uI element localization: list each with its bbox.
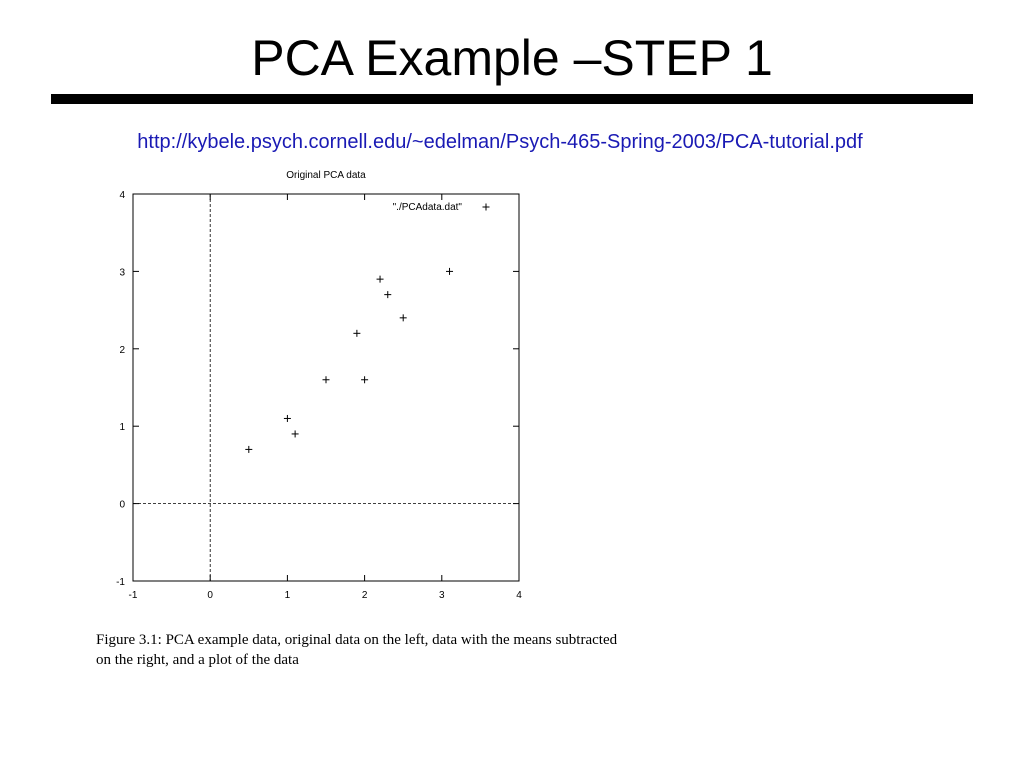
- y-tick-label: 3: [119, 267, 125, 279]
- chart-title: Original PCA data: [286, 170, 366, 181]
- legend-marker: [483, 204, 490, 211]
- x-tick-label: 4: [516, 590, 522, 601]
- y-tick-label: 0: [119, 499, 125, 511]
- axis-tick-labels: [116, 190, 522, 601]
- data-point: [384, 291, 391, 298]
- data-point: [292, 430, 299, 437]
- data-point: [377, 276, 384, 283]
- data-point: [353, 330, 360, 337]
- legend-marker-plus: [483, 204, 490, 211]
- x-tick-label: 3: [439, 590, 445, 601]
- x-tick-label: 2: [361, 590, 368, 601]
- slide-title: PCA Example –STEP 1: [251, 30, 773, 86]
- x-tick-label: -1: [128, 590, 138, 601]
- data-point: [446, 268, 453, 275]
- source-link[interactable]: http://kybele.psych.cornell.edu/~edelman/Psych-465-Spring-2003/PCA-tutorial.pdf: [137, 131, 863, 153]
- x-tick-label: 1: [284, 590, 291, 601]
- data-points: [245, 268, 453, 453]
- data-point: [361, 376, 368, 383]
- data-point: [284, 415, 291, 422]
- data-point: [400, 314, 407, 321]
- data-point: [323, 376, 330, 383]
- figure-caption: [96, 630, 736, 670]
- caption-line-1: Figure 3.1: PCA example data, original data on the left, data with the means subtracted: [96, 632, 618, 648]
- x-tick-label: 0: [207, 590, 213, 601]
- legend-label: "./PCAdata.dat": [392, 202, 462, 213]
- caption-line-2: on the right, and a plot of the data: [96, 652, 299, 668]
- axis-ticks: [133, 194, 519, 581]
- y-tick-label: 2: [119, 344, 125, 356]
- plot-frame: [133, 194, 519, 581]
- y-tick-label: -1: [116, 577, 125, 588]
- y-tick-label: 1: [119, 422, 125, 434]
- y-tick-label: 4: [119, 190, 125, 201]
- data-point: [245, 446, 252, 453]
